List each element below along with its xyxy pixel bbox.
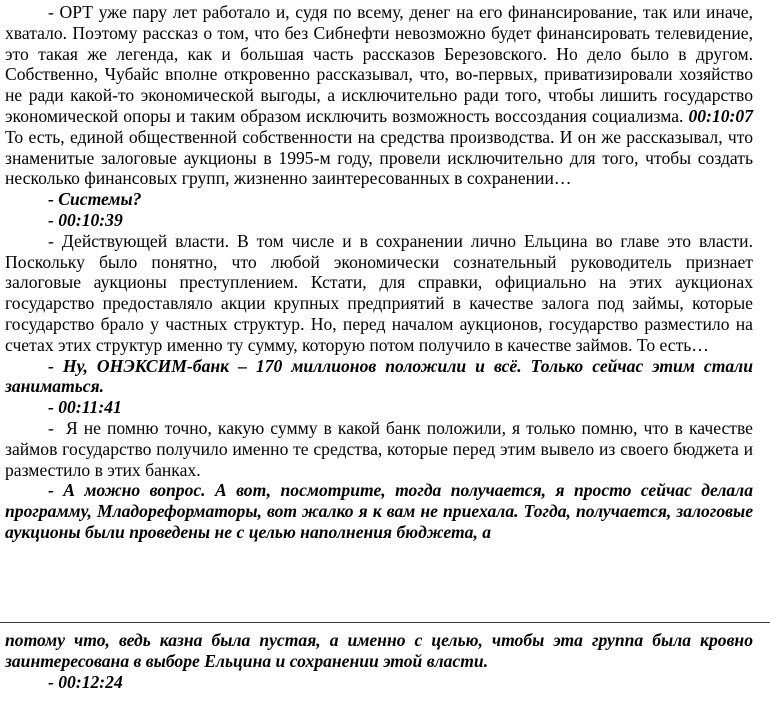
answer-paragraph (5, 2, 758, 189)
page-text-lower (5, 630, 758, 692)
timestamp: - 00:11:41 (48, 397, 122, 418)
question-paragraph-continued: потому что, ведь казна была пустая, а именно с целью, чтобы эта группа была кровно заинтересована в выборе Ельцина и сохранении этой власти. (5, 630, 758, 671)
timestamp-inline: 00:10:07 (688, 105, 753, 126)
page-text-upper (5, 2, 758, 543)
question-paragraph: - Системы? (48, 189, 142, 210)
answer-text: - ОРТ уже пару лет работало и, судя по всему, денег на его финансирование, так или иначе, хватало. Поэтому рассказ о том, что без Сибнефти невозможно будет финансировать телевидение, это такая же легенда, как и большая часть рассказов Березовского. Но дело было в другом. Собственно, Чубайс вполне откровенно рассказывал, что, во-первых, приватизировали хозяйство не ради какой-то экономической выгоды, а исключительно ради того, чтобы лишить государство экономической опоры и таким образом исключить возможность воссоздания социализма. (5, 2, 758, 126)
timestamp: - 00:12:24 (48, 671, 123, 692)
question-paragraph: - Ну, ОНЭКСИМ-банк – 170 миллионов положили и всё. Только сейчас этим стали заниматься. (5, 355, 758, 397)
question-paragraph: - А можно вопрос. А вот, посмотрите, тогда получается, я просто сейчас делала программу, Младореформаторы, вот жалко я к вам не приехала. Тогда, получается, залоговые аукционы были проведены не с целью наполнения бюджета, а (5, 480, 758, 542)
page-break-divider (0, 622, 770, 623)
answer-paragraph: - Действующей власти. В том числе и в сохранении лично Ельцина во главе это власти. Поскольку было понятно, что любой экономически сознательный руководитель признает залоговые аукционы преступлением. Кстати, для справки, официально на этих аукционах государство предоставляло акции крупных предприятий в качестве залога под займы, которые государство брало у частных структур. Но, перед началом аукционов, государство разместило на счетах этих структур именно ту сумму, которую потом получило в качестве займов. То есть… (5, 230, 758, 355)
timestamp: - 00:10:39 (48, 209, 123, 230)
answer-paragraph: - Я не помню точно, какую сумму в какой банк положили, я только помню, что в качестве займов государство получило именно те средства, которые перед этим вывело из своего бюджета и разместило в этих банках. (5, 417, 758, 480)
answer-text: То есть, единой общественной собственности на средства производства. И он же рассказывал, что знаменитые залоговые аукционы в 1995-м году, провели исключительно для того, чтобы создать несколько финансовых групп, жизненно заинтересованных в сохранении… (5, 105, 758, 189)
